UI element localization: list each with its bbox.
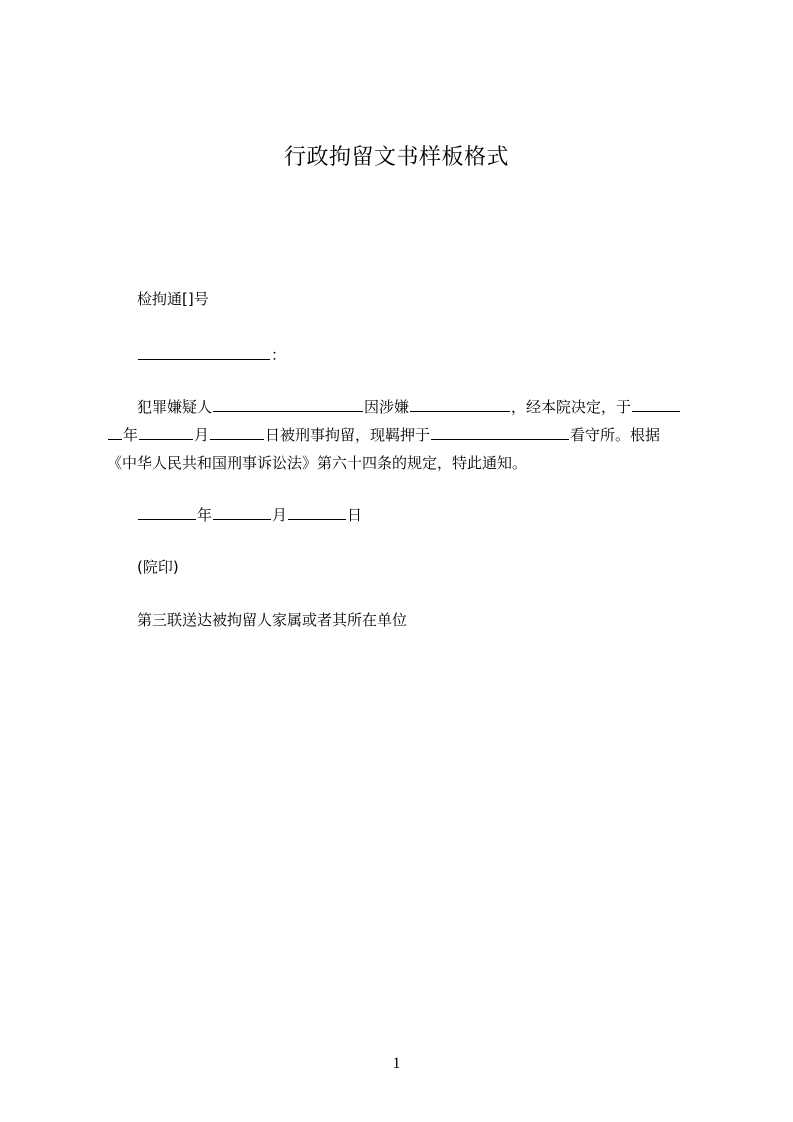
year-blank-end [108,425,122,440]
date-month-label: 月 [272,506,288,524]
day-blank [210,425,264,440]
document-title: 行政拘留文书样板格式 [283,145,509,170]
addressee-blank [138,345,270,360]
suspect-label: 犯罪嫌疑人 [137,398,213,416]
offense-blank [410,397,510,412]
month-label: 月 [194,426,210,444]
page-number: 1 [392,1055,401,1072]
decision-text: ，经本院决定，于 [511,398,632,416]
date-month-blank [213,505,271,520]
date-year-label: 年 [197,506,213,524]
date-day-blank [288,505,346,520]
year-label: 年 [123,426,139,444]
date-line [137,505,362,525]
notice-paragraph-line-2 [107,425,660,445]
court-seal-note: (院印) [137,558,179,576]
notice-paragraph-line-1 [137,397,681,417]
addressee-colon: ： [271,346,287,364]
detention-center-blank [431,425,569,440]
detention-center-text: 看守所。根据 [570,426,661,444]
suspected-of-label: 因涉嫌 [364,398,410,416]
copy-delivery-note: 第三联送达被拘留人家属或者其所在单位 [137,611,408,629]
addressee-line [137,345,286,365]
date-day-label: 日 [347,506,363,524]
date-year-blank [138,505,196,520]
suspect-name-blank [213,397,363,412]
detention-text: 日被刑事拘留，现羁押于 [265,426,431,444]
year-blank-start [632,397,680,412]
notice-paragraph-line-3: 《中华人民共和国刑事诉讼法》第六十四条的规定，特此通知。 [107,454,528,472]
reference-number: 检拘通[]号 [137,290,209,308]
month-blank [139,425,193,440]
